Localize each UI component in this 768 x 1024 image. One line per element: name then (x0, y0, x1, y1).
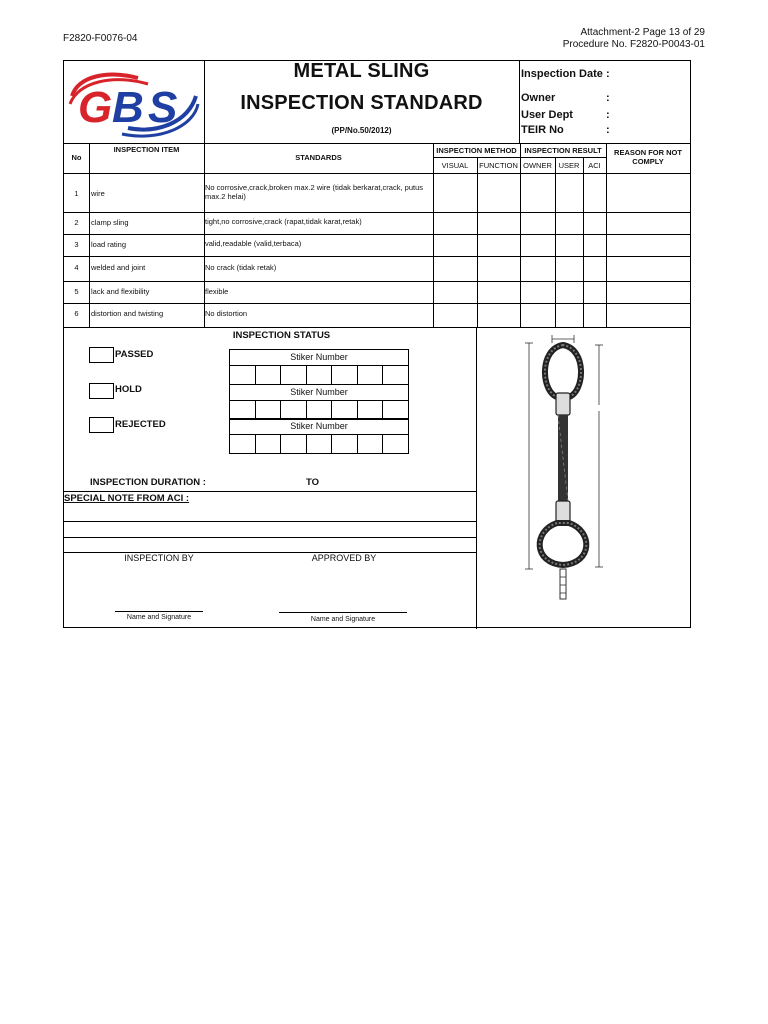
svg-text:S: S (148, 83, 178, 132)
passed-checkbox[interactable] (89, 347, 114, 363)
row-2-no: 2 (74, 218, 79, 227)
special-note-label: SPECIAL NOTE FROM ACI : (64, 493, 190, 504)
col-header-function: FUNCTION (479, 161, 518, 170)
col-header-reason: REASON FOR NOT COMPLY (614, 148, 682, 166)
form-title-line1: METAL SLING (293, 60, 430, 82)
row-4-standard: No crack (tidak retak) (205, 263, 277, 272)
attachment-page: Attachment-2 Page 13 of 29 (580, 27, 705, 38)
company-logo (68, 66, 200, 138)
row-1-standard: No corrosive,crack,broken max.2 wire (tidak berkarat,crack, putus max.2 helai) (205, 183, 423, 201)
attachment-info (563, 27, 705, 51)
document-code: F2820-F0076-04 (63, 33, 138, 44)
row-4-item: welded and joint (91, 263, 146, 272)
col-header-standards: STANDARDS (295, 153, 342, 162)
col-header-item: INSPECTION ITEM (113, 145, 180, 154)
gbs-logo-icon (68, 66, 200, 138)
rejected-label: REJECTED (115, 419, 166, 430)
form-title-line2: INSPECTION STANDARD (240, 92, 483, 114)
sticker-label-rejected: Stiker Number (290, 421, 348, 431)
hold-label: HOLD (115, 384, 142, 395)
owner-label: Owner (521, 92, 556, 104)
col-header-user: USER (558, 161, 580, 170)
inspection-date-label: Inspection Date (521, 68, 603, 80)
user-dept-colon: : (606, 109, 610, 121)
col-header-visual: VISUAL (441, 161, 469, 170)
procedure-number: Procedure No. F2820-P0043-01 (562, 39, 705, 50)
row-1-item: wire (91, 189, 105, 198)
approved-by-label: APPROVED BY (311, 553, 377, 563)
sticker-box-rejected[interactable] (229, 418, 409, 454)
wire-rope-sling-icon (519, 331, 629, 611)
inspection-duration-label: INSPECTION DURATION : (90, 477, 206, 488)
row-5-standard: flexible (205, 287, 229, 296)
svg-text:G: G (78, 83, 113, 132)
row-5-item: lack and flexibility (91, 287, 150, 296)
user-dept-label: User Dept (521, 109, 573, 121)
row-2-standard: tight,no corrosive,crack (rapat,tidak karat,retak) (205, 217, 362, 226)
approved-name-signature[interactable]: Name and Signature (310, 616, 376, 623)
row-5-no: 5 (74, 287, 79, 296)
sticker-box-hold[interactable] (229, 384, 409, 420)
row-6-no: 6 (74, 309, 79, 318)
svg-text:B: B (112, 83, 144, 132)
hold-checkbox[interactable] (89, 383, 114, 399)
row-2-item: clamp sling (91, 218, 129, 227)
duration-to-label: TO (306, 477, 320, 488)
inspection-by-label: INSPECTION BY (124, 553, 194, 563)
col-header-method: INSPECTION METHOD (436, 146, 517, 155)
row-4-no: 4 (74, 263, 79, 272)
inspection-date-colon: : (606, 68, 610, 80)
row-6-item: distortion and twisting (91, 309, 164, 318)
row-3-item: load rating (91, 240, 127, 249)
row-3-no: 3 (74, 240, 79, 249)
inspection-status-title: INSPECTION STATUS (232, 330, 331, 341)
col-header-aci: ACI (588, 161, 601, 170)
row-1-no: 1 (74, 189, 79, 198)
passed-label: PASSED (115, 349, 154, 360)
sticker-box-passed[interactable] (229, 349, 409, 385)
inspection-name-signature[interactable]: Name and Signature (126, 614, 192, 621)
col-header-no: No (71, 153, 82, 162)
inspection-form (63, 60, 691, 628)
regulation-reference: (PP/No.50/2012) (331, 126, 392, 135)
wire-sling-drawing (519, 331, 629, 611)
col-header-owner: OWNER (523, 161, 552, 170)
sticker-label-passed: Stiker Number (290, 352, 348, 362)
teir-no-colon: : (606, 124, 610, 136)
row-6-standard: No distortion (205, 309, 248, 318)
owner-colon: : (606, 92, 610, 104)
row-3-standard: valid,readable (valid,terbaca) (205, 239, 302, 248)
rejected-checkbox[interactable] (89, 417, 114, 433)
col-header-result: INSPECTION RESULT (524, 146, 602, 155)
teir-no-label: TEIR No (521, 124, 564, 136)
sticker-label-hold: Stiker Number (290, 387, 348, 397)
